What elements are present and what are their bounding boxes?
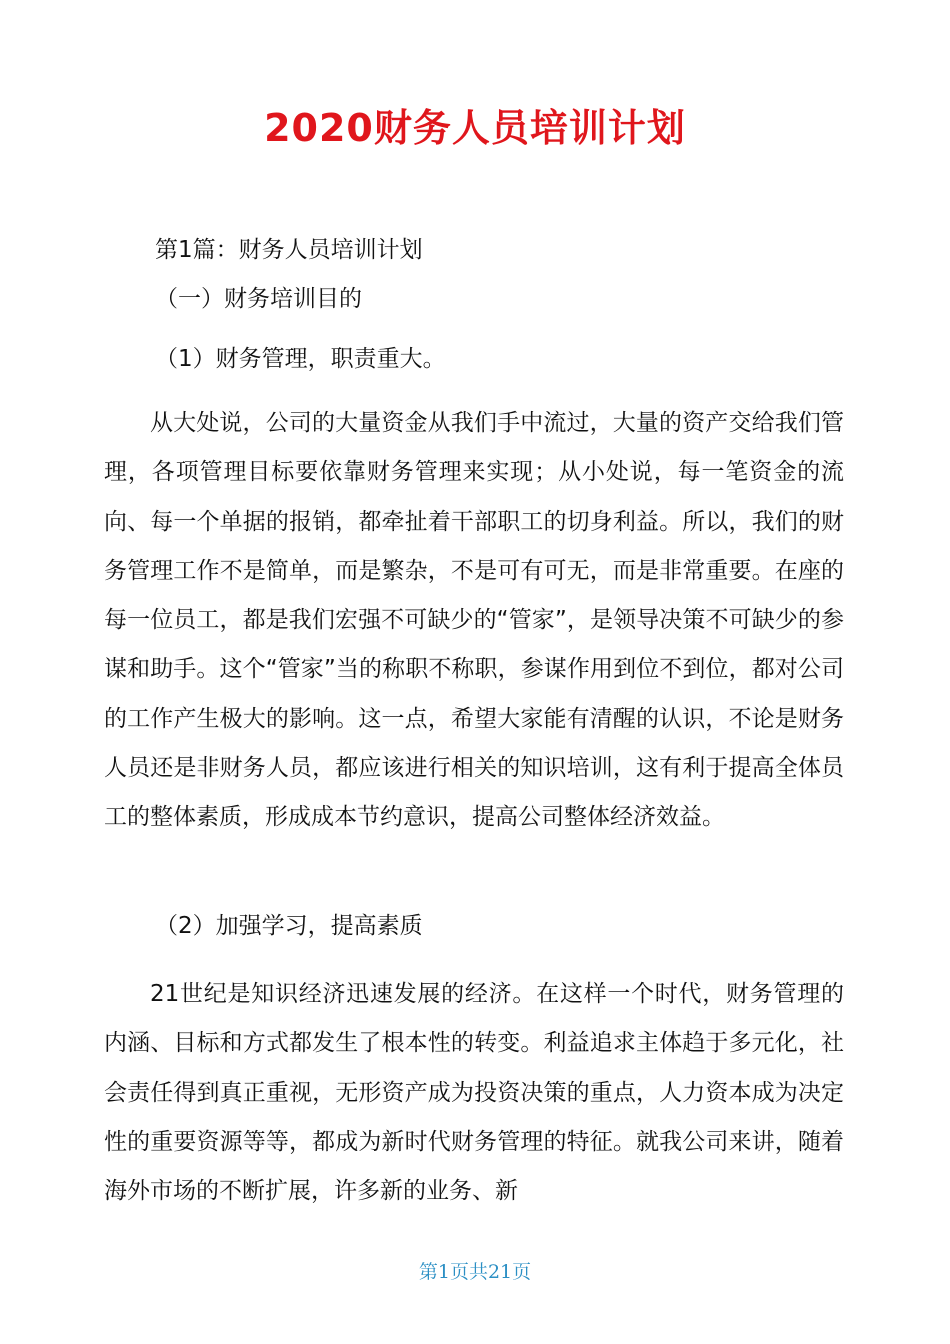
paragraph-2: 21世纪是知识经济迅速发展的经济。在这样一个时代，财务管理的内涵、目标和方式都发生了根本性的转变。利益追求主体趋于多元化，社会责任得到真正重视，无形资产成为投资决策的重点，人力资本成为决定性的重要资源等等，都成为新时代财务管理的特征。就我公司来讲，随着海外市场的不断扩展，许多新的业务、新 <box>104 981 844 1205</box>
page-number-footer: 第1页共21页 <box>418 1261 532 1283</box>
point-2-heading: （2）加强学习，提高素质 <box>155 913 423 939</box>
point-1-heading: （1）财务管理，职责重大。 <box>155 346 446 372</box>
document-title: 2020财务人员培训计划 <box>264 106 686 150</box>
paragraph-1: 从大处说，公司的大量资金从我们手中流过，大量的资产交给我们管理，各项管理目标要依靠财务管理来实现；从小处说，每一笔资金的流向、每一个单据的报销，都牵扯着干部职工的切身利益。所以，我们的财务管理工作不是简单，而是繁杂，不是可有可无，而是非常重要。在座的每一位员工，都是我们宏强不可缺少的“管家”，是领导决策不可缺少的参谋和助手。这个“管家”当的称职不称职，参谋作用到位不到位，都对公司的工作产生极大的影响。这一点，希望大家能有清醒的认识，不论是财务人员还是非财务人员，都应该进行相关的知识培训，这有利于提高全体员工的整体素质，形成成本节约意识，提高公司整体经济效益。 <box>104 410 844 831</box>
subsection-heading: （一）财务培训目的 <box>155 286 362 312</box>
section-heading: 第1篇：财务人员培训计划 <box>155 237 423 263</box>
